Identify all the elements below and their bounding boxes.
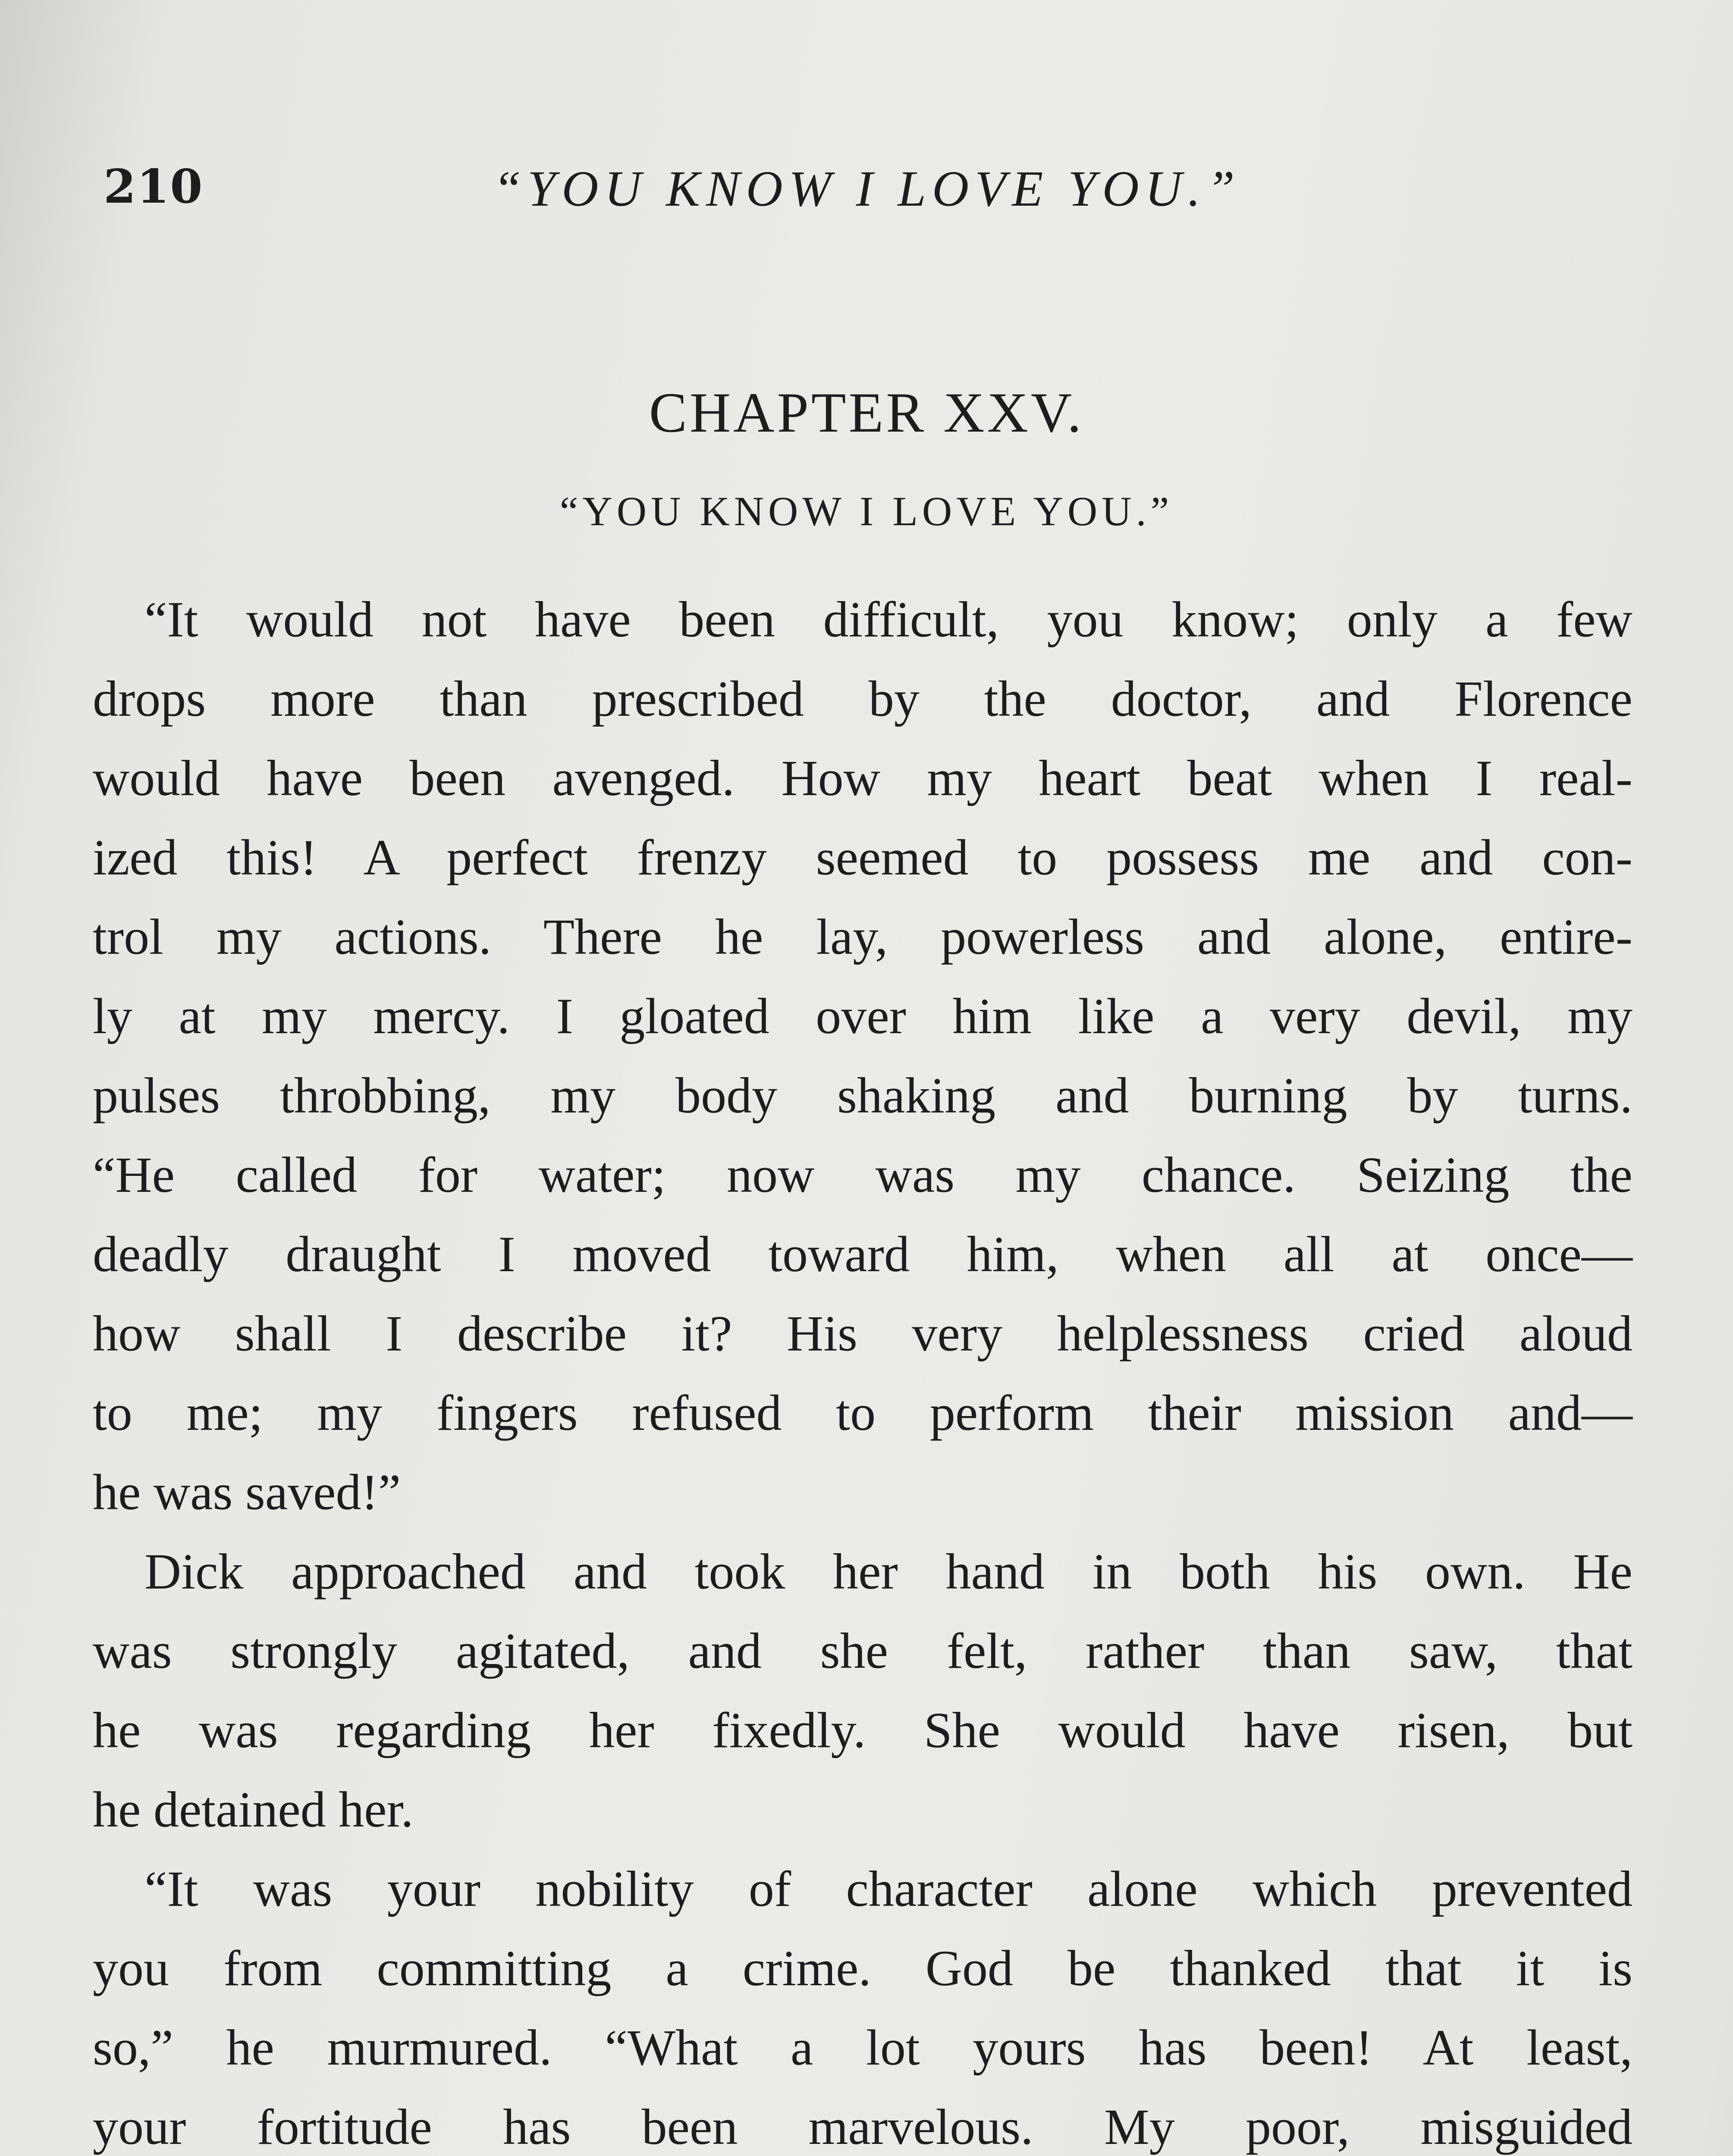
text-line: he detained her. <box>93 1781 414 1838</box>
text-line: ly at my mercy. I gloated over him like a very devil, my <box>93 988 1633 1044</box>
running-head: “YOU KNOW I LOVE YOU.” <box>493 160 1241 217</box>
text-line: to me; my fingers refused to perform their mission and— <box>93 1385 1633 1441</box>
text-line: so,” he murmured. “What a lot yours has been! At least, <box>93 2019 1633 2076</box>
text-line: “It would not have been difficult, you know; only a few <box>144 591 1633 648</box>
text-line: pulses throbbing, my body shaking and burning by turns. <box>93 1067 1633 1124</box>
text-line: “It was your nobility of character alone which prevented <box>144 1861 1633 1917</box>
text-line: deadly draught I moved toward him, when all at once— <box>93 1226 1633 1282</box>
page-header <box>104 160 1630 237</box>
text-line: he was regarding her fixedly. She would have risen, but <box>93 1702 1633 1758</box>
text-line: how shall I describe it? His very helplessness cried aloud <box>93 1305 1633 1362</box>
text-line: ized this! A perfect frenzy seemed to possess me and con- <box>93 829 1633 886</box>
chapter-title: CHAPTER XXV. <box>649 381 1084 444</box>
text-line: Dick approached and took her hand in both his own. He <box>144 1543 1633 1600</box>
text-line: you from committing a crime. God be thanked that it is <box>93 1940 1633 1996</box>
text-line: was strongly agitated, and she felt, rather than saw, that <box>93 1623 1633 1679</box>
text-line: your fortitude has been marvelous. My poor, misguided <box>93 2099 1633 2155</box>
body-text <box>93 580 1633 2156</box>
text-line: he was saved!” <box>93 1464 401 1520</box>
text-line: trol my actions. There he lay, powerless and alone, entire- <box>93 909 1633 965</box>
text-line: “He called for water; now was my chance. Seizing the <box>93 1147 1633 1203</box>
page-number: 210 <box>104 160 204 214</box>
chapter-subtitle: “YOU KNOW I LOVE YOU.” <box>559 488 1174 534</box>
text-line: drops more than prescribed by the doctor, and Florence <box>93 671 1633 727</box>
text-line: would have been avenged. How my heart beat when I real- <box>93 750 1633 806</box>
